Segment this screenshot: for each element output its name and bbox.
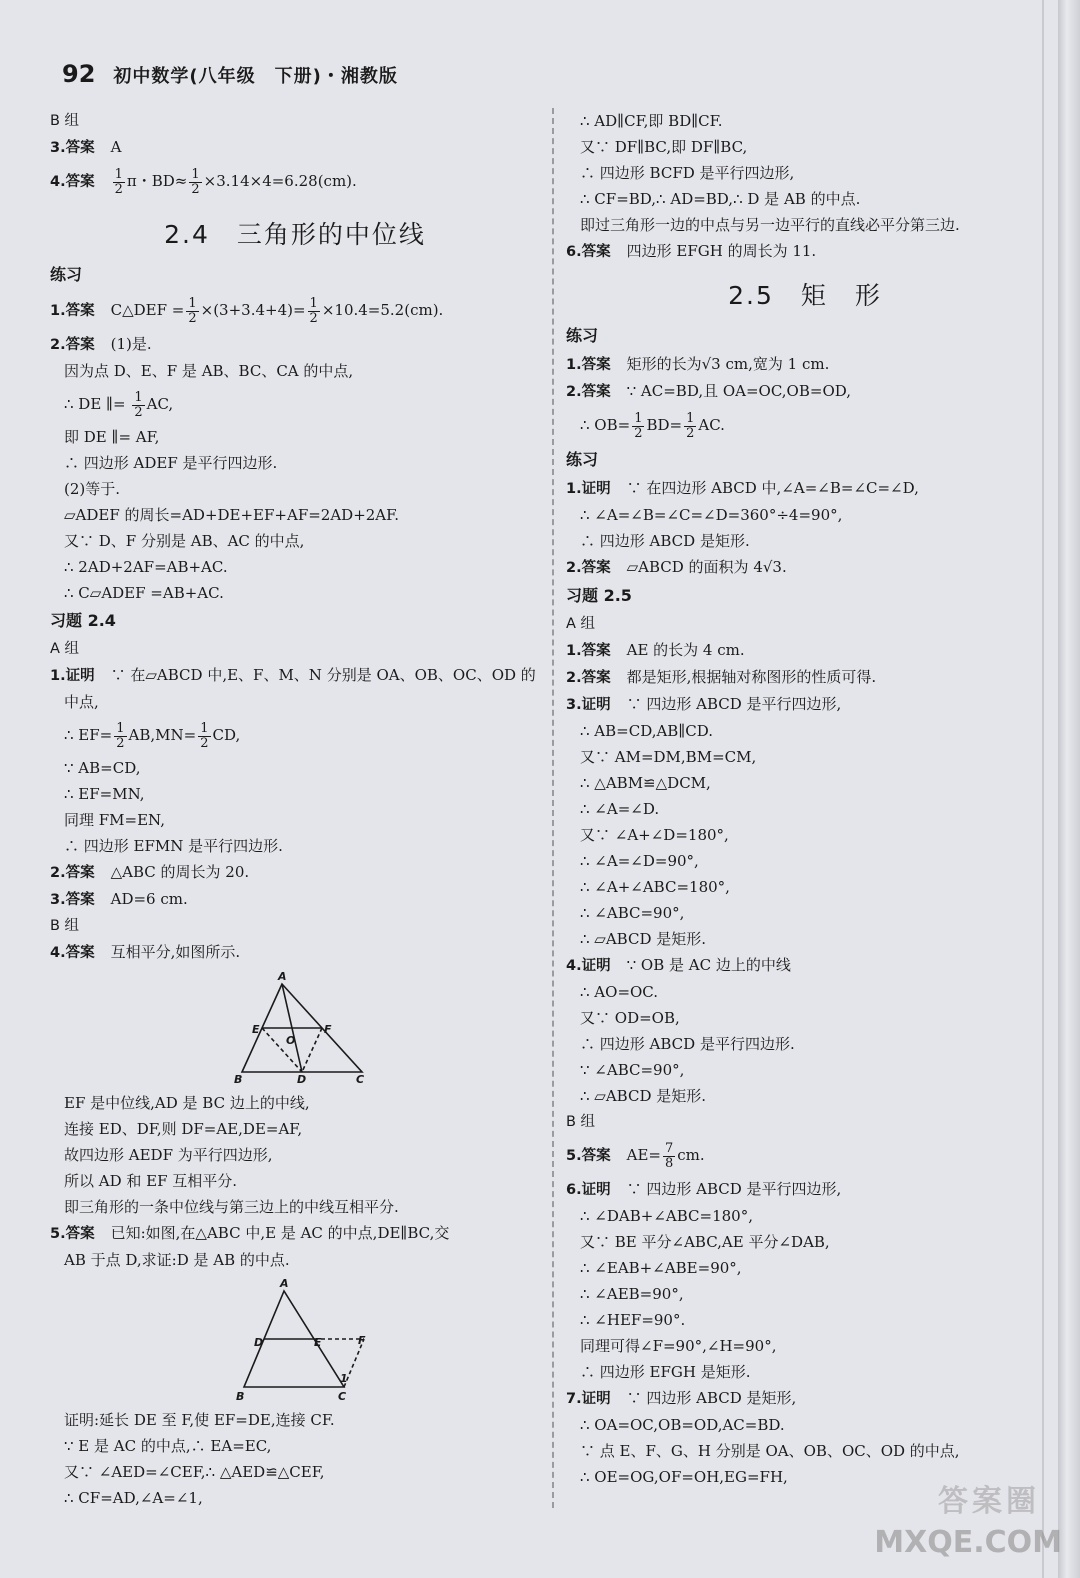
answer-label: 1.证明 [566,481,611,497]
proof-line: ∵ E 是 AC 的中点,∴ EA=EC, [64,1437,272,1455]
column-divider [552,108,554,1508]
proof-line: ∴ ∠HEF=90°. [580,1311,686,1329]
right-column [566,108,1044,1490]
proof-line: ∴ 四边形 BCFD 是平行四边形, [580,164,795,182]
proof-line: 连接 ED、DF,则 DF=AE,DE=AF, [64,1120,303,1138]
proof-line: ∵ AB=CD, [64,759,141,777]
label-D: D [254,1336,264,1349]
proof-line: 又∵ BE 平分∠ABC,AE 平分∠DAB, [580,1233,830,1251]
answer-line: 5.答案 已知:如图,在△ABC 中,E 是 AC 的中点,DE∥BC,交 [50,1224,450,1242]
answer-line: 1.答案 矩形的长为√3 cm,宽为 1 cm. [566,355,830,373]
page-edge [1058,0,1080,1578]
proof-line: ▱ADEF 的周长=AD+DE+EF+AF=2AD+2AF. [64,506,399,524]
proof-line: 证明:延长 DE 至 F,使 EF=DE,连接 CF. [64,1411,335,1429]
proof-line: ∴ ∠A=∠D. [580,800,660,818]
proof-line: ∴ △ABM≌△DCM, [580,774,711,792]
answer-line: 1.答案 C△DEF = $\frac{1}{2}$ ×(3+3.4+4)= $\frac{1}{2}$ ×10.4=5.2(cm). [50,295,444,326]
label-F: F [324,1023,332,1036]
proof-line: ∴ OA=OC,OB=OD,AC=BD. [580,1416,785,1434]
answer-label: 4.证明 [566,958,611,974]
answer-line: 3.证明 ∵ 四边形 ABCD 是平行四边形, [566,695,842,713]
answer-line: 7.证明 ∵ 四边形 ABCD 是矩形, [566,1389,797,1407]
proof-line: 又∵ ∠A+∠D=180°, [580,826,729,844]
proof-line: 又∵ ∠AED=∠CEF,∴ △AED≌△CEF, [64,1463,325,1481]
fraction: $\frac{1}{2}$ [188,295,197,326]
proof-line: ∴ ▱ABCD 是矩形. [580,1087,707,1105]
fraction: $\frac{1}{2}$ [200,720,209,751]
answer-line: 5.答案 AE= $\frac{7}{8}$ cm. [566,1140,705,1171]
answer-line: 4.证明 ∵ OB 是 AC 边上的中线 [566,956,791,974]
proof-line: 同理可得∠F=90°,∠H=90°, [580,1337,777,1355]
proof-line: ∴ ∠A=∠D=90°, [580,852,699,870]
subsection-title: 练习 [566,450,599,469]
answer-line: 3.答案 AD=6 cm. [50,890,188,908]
answer-line [50,161,540,202]
answer-line: 1.答案 AE 的长为 4 cm. [566,641,745,659]
group-label: A 组 [566,616,596,632]
label-angle-1: 1 [340,1372,348,1385]
proof-line: ∵ 点 E、F、G、H 分别是 OA、OB、OC、OD 的中点, [580,1442,960,1460]
answer-line: 2.答案 ▱ABCD 的面积为 4√3. [566,558,787,576]
answer-label: 3.答案 [50,140,95,156]
segment-cf [344,1339,364,1387]
answer-line: 2.答案 ∵ AC=BD,且 OA=OC,OB=OD, [566,382,852,400]
answer-line: 6.答案 四边形 EFGH 的周长为 11. [566,242,817,260]
proof-line: ∴ 四边形 ADEF 是平行四边形. [64,454,278,472]
answer-label: 1.答案 [50,303,95,319]
label-D: D [297,1073,307,1086]
triangle-figure-1 [50,968,540,1088]
answer-text: π・BD≈ [126,172,188,190]
left-column [50,108,540,1511]
proof-line: 又∵ DF∥BC,即 DF∥BC, [580,138,748,156]
segment-ed [262,1028,302,1072]
answer-label: 6.证明 [566,1182,611,1198]
label-C: C [356,1073,365,1086]
proof-line: 又∵ OD=OB, [580,1009,680,1027]
proof-line: ∴ EF= $\frac{1}{2}$ AB,MN= $\frac{1}{2}$ CD, [64,720,241,751]
answer-label: 7.证明 [566,1391,611,1407]
answer-label: 2.答案 [50,865,95,881]
answer-text: A [110,138,122,156]
proof-line: ∴ 四边形 EFMN 是平行四边形. [64,837,283,855]
group-label: B 组 [566,1114,596,1130]
answer-label: 2.答案 [566,384,611,400]
answer-label: 2.答案 [566,560,611,576]
proof-line: ∵ ∠ABC=90°, [580,1061,685,1079]
proof-line: (2)等于. [64,480,121,498]
proof-line: ∴ 2AD+2AF=AB+AC. [64,558,228,576]
group-label: B 组 [50,918,80,934]
proof-line: 即 DE ∥= AF, [64,428,160,446]
proof-line: ∴ EF=MN, [64,785,145,803]
fraction: $\frac{1}{2}$ [634,410,643,441]
answer-label: 1.答案 [566,357,611,373]
fraction: $\frac{1}{2}$ [114,166,123,197]
proof-line: 同理 FM=EN, [64,811,165,829]
proof-line: ∴ ∠ABC=90°, [580,904,685,922]
proof-line: 又∵ D、F 分别是 AB、AC 的中点, [64,532,305,550]
label-E: E [314,1336,322,1349]
answer-label: 5.答案 [50,1226,95,1242]
proof-line: ∴ ∠A+∠ABC=180°, [580,878,730,896]
fraction: $\frac{7}{8}$ [664,1140,674,1171]
proof-line: ∴ ∠AEB=90°, [580,1285,684,1303]
triangle-figure-2 [50,1275,540,1405]
fraction: $\frac{1}{2}$ [116,720,125,751]
proof-line: AB 于点 D,求证:D 是 AB 的中点. [64,1251,290,1269]
answer-label: 3.证明 [566,697,611,713]
label-A: A [280,1277,289,1290]
label-A: A [278,970,287,983]
section-title: 2.5 矩 形 [728,281,882,310]
section-title: 2.4 三角形的中位线 [164,220,426,249]
label-C: C [338,1390,347,1403]
answer-line: 1.证明 ∵ 在▱ABCD 中,E、F、M、N 分别是 OA、OB、OC、OD 的 [50,666,536,684]
fraction: $\frac{1}{2}$ [309,295,318,326]
answer-line: 2.答案 都是矩形,根据轴对称图形的性质可得. [566,668,877,686]
answer-label: 2.答案 [50,337,95,353]
label-B: B [234,1073,243,1086]
proof-line: ∴ AD∥CF,即 BD∥CF. [580,112,723,130]
answer-line [50,134,540,161]
group-label: A 组 [50,641,80,657]
proof-line: ∴ CF=BD,∴ AD=BD,∴ D 是 AB 的中点. [580,190,861,208]
answer-label: 6.答案 [566,244,611,260]
proof-line: ∴ AO=OC. [580,983,659,1001]
proof-line: EF 是中位线,AD 是 BC 边上的中线, [64,1094,310,1112]
fraction: $\frac{1}{2}$ [191,166,200,197]
answer-label: 4.答案 [50,174,95,190]
proof-line: 即过三角形一边的中点与另一边平行的直线必平分第三边. [580,216,960,234]
proof-line: ∴ ∠DAB+∠ABC=180°, [580,1207,753,1225]
watermark-url: MXQE.COM [874,1525,1062,1560]
proof-line: ∴ AB=CD,AB∥CD. [580,722,713,740]
proof-line: ∴ 四边形 ABCD 是平行四边形. [580,1035,795,1053]
proof-line: 因为点 D、E、F 是 AB、BC、CA 的中点, [64,362,354,380]
answer-line: 4.答案 互相平分,如图所示. [50,943,241,961]
proof-line: ∴ 四边形 EFGH 是矩形. [580,1363,751,1381]
answer-line: 2.答案 △ABC 的周长为 20. [50,863,250,881]
segment-df [302,1028,322,1072]
proof-line: ∴ ∠EAB+∠ABE=90°, [580,1259,742,1277]
proof-line: ∴ C▱ADEF =AB+AC. [64,584,224,602]
proof-line: ∴ ∠A=∠B=∠C=∠D=360°÷4=90°, [580,506,843,524]
proof-line: 即三角形的一条中位线与第三边上的中线互相平分. [64,1198,399,1216]
exercise-title: 习题 2.5 [566,586,632,605]
proof-line: 中点, [64,693,99,711]
watermark-logo: 答案圈 [938,1484,1040,1519]
proof-line: 又∵ AM=DM,BM=CM, [580,748,757,766]
label-F: F [358,1334,366,1347]
page-header [62,60,398,94]
answer-line: 6.证明 ∵ 四边形 ABCD 是平行四边形, [566,1180,842,1198]
answer-text: ×3.14×4=6.28(cm). [203,172,357,190]
proof-line: 所以 AD 和 EF 互相平分. [64,1172,238,1190]
answer-label: 3.答案 [50,892,95,908]
group-label: B 组 [50,113,80,129]
proof-line: ∴ 四边形 ABCD 是矩形. [580,532,750,550]
answer-line: 1.证明 ∵ 在四边形 ABCD 中,∠A=∠B=∠C=∠D, [566,479,919,497]
subsection-title: 练习 [50,265,83,284]
answer-label: 4.答案 [50,945,95,961]
fraction: $\frac{1}{2}$ [686,410,695,441]
answer-label: 1.证明 [50,668,95,684]
proof-line: ∴ DE ∥= $\frac{1}{2}$ AC, [64,389,174,420]
proof-line: ∴ CF=AD,∠A=∠1, [64,1489,203,1507]
label-B: B [236,1390,245,1403]
answer-label: 5.答案 [566,1148,611,1164]
fraction: $\frac{1}{2}$ [134,389,143,420]
label-O: O [286,1034,296,1047]
proof-line: ∴ ▱ABCD 是矩形. [580,930,707,948]
answer-line: 2.答案 (1)是. [50,335,152,353]
proof-line: ∴ OB= $\frac{1}{2}$ BD= $\frac{1}{2}$ AC. [580,410,725,441]
page-number: 92 [62,60,96,88]
subsection-title: 练习 [566,326,599,345]
answer-label: 1.答案 [566,643,611,659]
label-E: E [252,1023,260,1036]
proof-line: ∴ OE=OG,OF=OH,EG=FH, [580,1468,788,1486]
exercise-title: 习题 2.4 [50,611,116,630]
book-title: 初中数学(八年级 下册)・湘教版 [113,66,398,87]
proof-line: 故四边形 AEDF 为平行四边形, [64,1146,273,1164]
answer-label: 2.答案 [566,670,611,686]
